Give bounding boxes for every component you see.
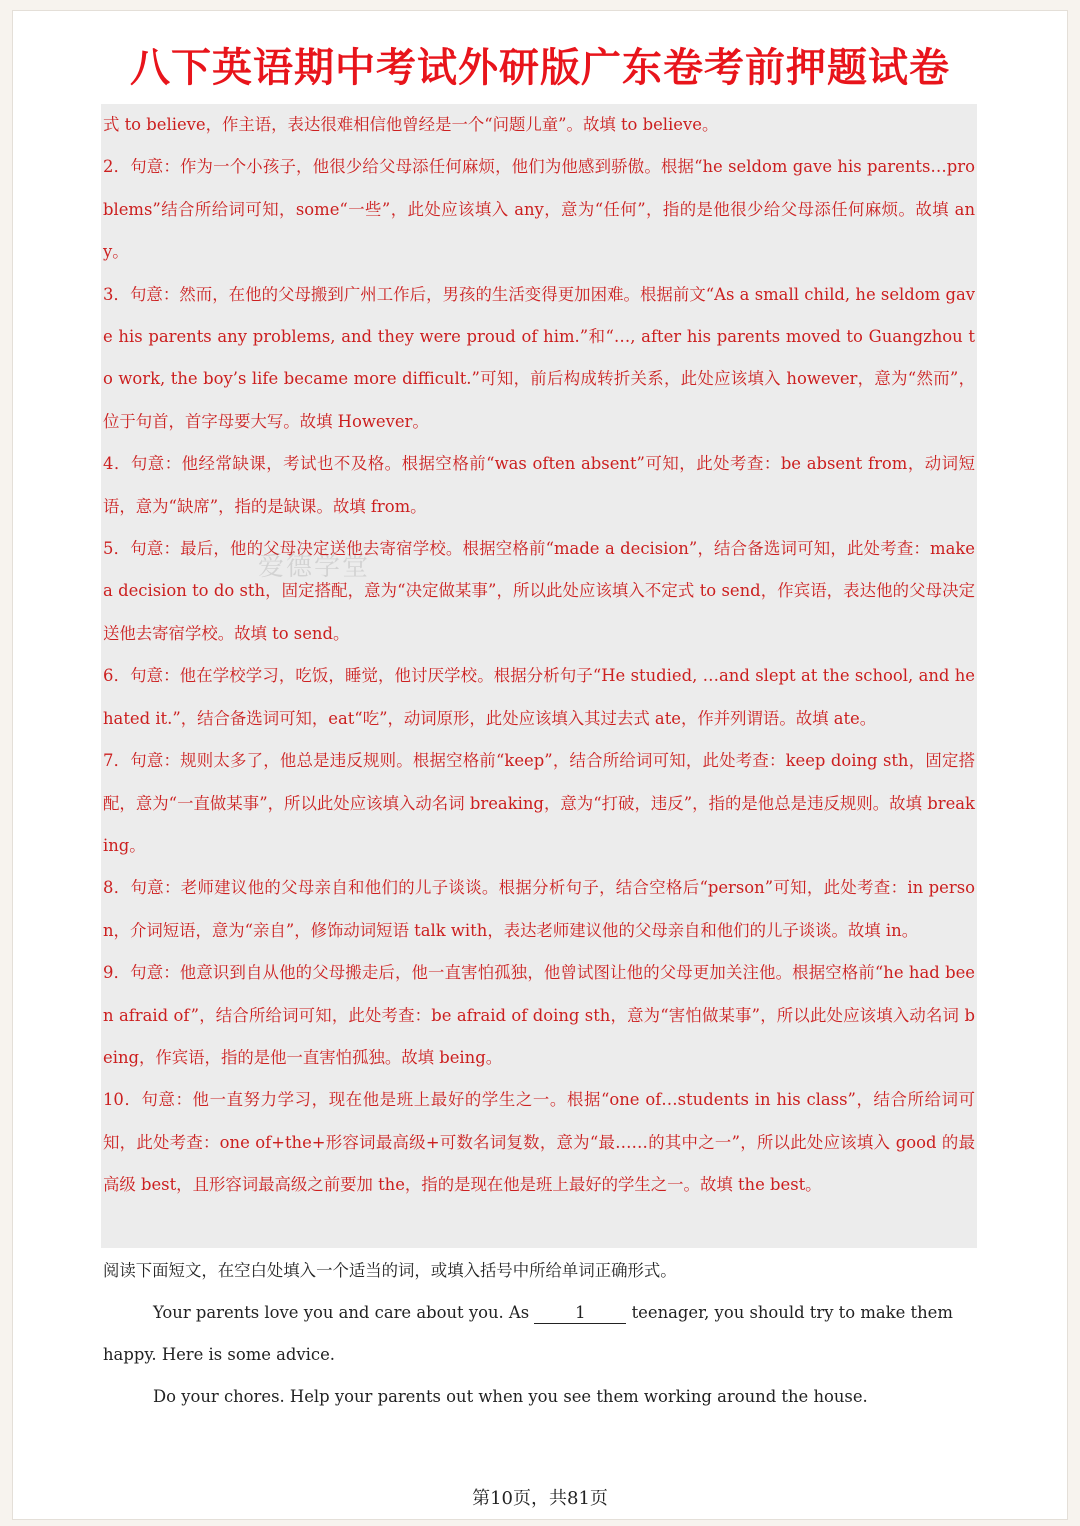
answer-item: 10．句意：他一直努力学习，现在他是班上最好的学生之一。根据“one of…students in his class”，结合所给词可知，此处考查：one of+the+形容词最高级+可数名词复数，意为“最……的其中之一”，所以此处应该填入 good 的最高级 best，且形容词最高级之前要加 the，指的是现在他是班上最好的学生之一。故填 the best。 [103,1090,975,1195]
exercise-instruction: 阅读下面短文，在空白处填入一个适当的词，或填入括号中所给单词正确形式。 [103,1261,677,1280]
answer-item: 式 to believe，作主语，表达很难相信他曾经是一个“问题儿童”。故填 to believe。 [103,115,719,134]
answer-item: 6．句意：他在学校学习，吃饭，睡觉，他讨厌学校。根据分析句子“He studied, …and slept at the school, and he hated it.”，结合备选词可知，eat“吃”，动词原形，此处应该填入其过去式 ate，作并列谓语。故填 ate。 [103,666,975,728]
answer-item: 7．句意：规则太多了，他总是违反规则。根据空格前“keep”，结合所给词可知，此处考查：keep doing sth，固定搭配，意为“一直做某事”，所以此处应该填入动名词 breaking，意为“打破，违反”，指的是他总是违反规则。故填 breaking。 [103,751,975,855]
answer-item: 3．句意：然而，在他的父母搬到广州工作后，男孩的生活变得更加困难。根据前文“As a small child, he seldom gave his parents any problems, and they were proud of him.”和“…, after his parents moved to Guangzhou to work, the boy’s life became more difficult.”可知，前后构成转折关系，此处应该填入 however，意为“然而”，位于句首，首字母要大写。故填 However。 [103,284,975,431]
passage-paragraph: Do your chores. Help your parents out when you see them working around the house. [153,1387,868,1406]
answer-item: 5．句意：最后，他的父母决定送他去寄宿学校。根据空格前“made a decision”，结合备选词可知，此处考查：make a decision to do sth，固定搭配，意为“决定做某事”，所以此处应该填入不定式 to send，作宾语，表达他的父母决定送他去寄宿学校。故填 to send。 [103,539,975,643]
answer-item: 2．句意：作为一个小孩子，他很少给父母添任何麻烦，他们为他感到骄傲。根据“he seldom gave his parents…problems”结合所给词可知，some“一些”，此处应该填入 any，意为“任何”，指的是他很少给父母添任何麻烦。故填 any。 [103,157,975,262]
passage-paragraph [103,1292,975,1376]
blank-1: 1 [534,1303,626,1324]
answer-item: 8．句意：老师建议他的父母亲自和他们的儿子谈谈。根据分析句子，结合空格后“person”可知，此处考查：in person，介词短语，意为“亲自”，修饰动词短语 talk with，表达老师建议他的父母亲自和他们的儿子谈谈。故填 in。 [103,878,975,940]
answer-item: 4．句意：他经常缺课，考试也不及格。根据空格前“was often absent”可知，此处考查：be absent from，动词短语，意为“缺席”，指的是缺课。故填 from。 [103,454,975,516]
answer-explanations [103,104,975,1207]
passage-text: Your parents love you and care about you. As [153,1303,535,1322]
passage-text: teenager, you should try to make them happy. Here is some advice. [103,1303,953,1364]
page-number: 第10页，共81页 [472,1488,608,1509]
watermark: 爱德学堂 [258,552,371,582]
answer-item: 9．句意：他意识到自从他的父母搬走后，他一直害怕孤独，他曾试图让他的父母更加关注他。根据空格前“he had been afraid of”，结合所给词可知，此处考查：be afraid of doing sth，意为“害怕做某事”，所以此处应该填入动名词 being，作宾语，指的是他一直害怕孤独。故填 being。 [103,963,975,1067]
page-title: 八下英语期中考试外研版广东卷考前押题试卷 [130,45,950,91]
